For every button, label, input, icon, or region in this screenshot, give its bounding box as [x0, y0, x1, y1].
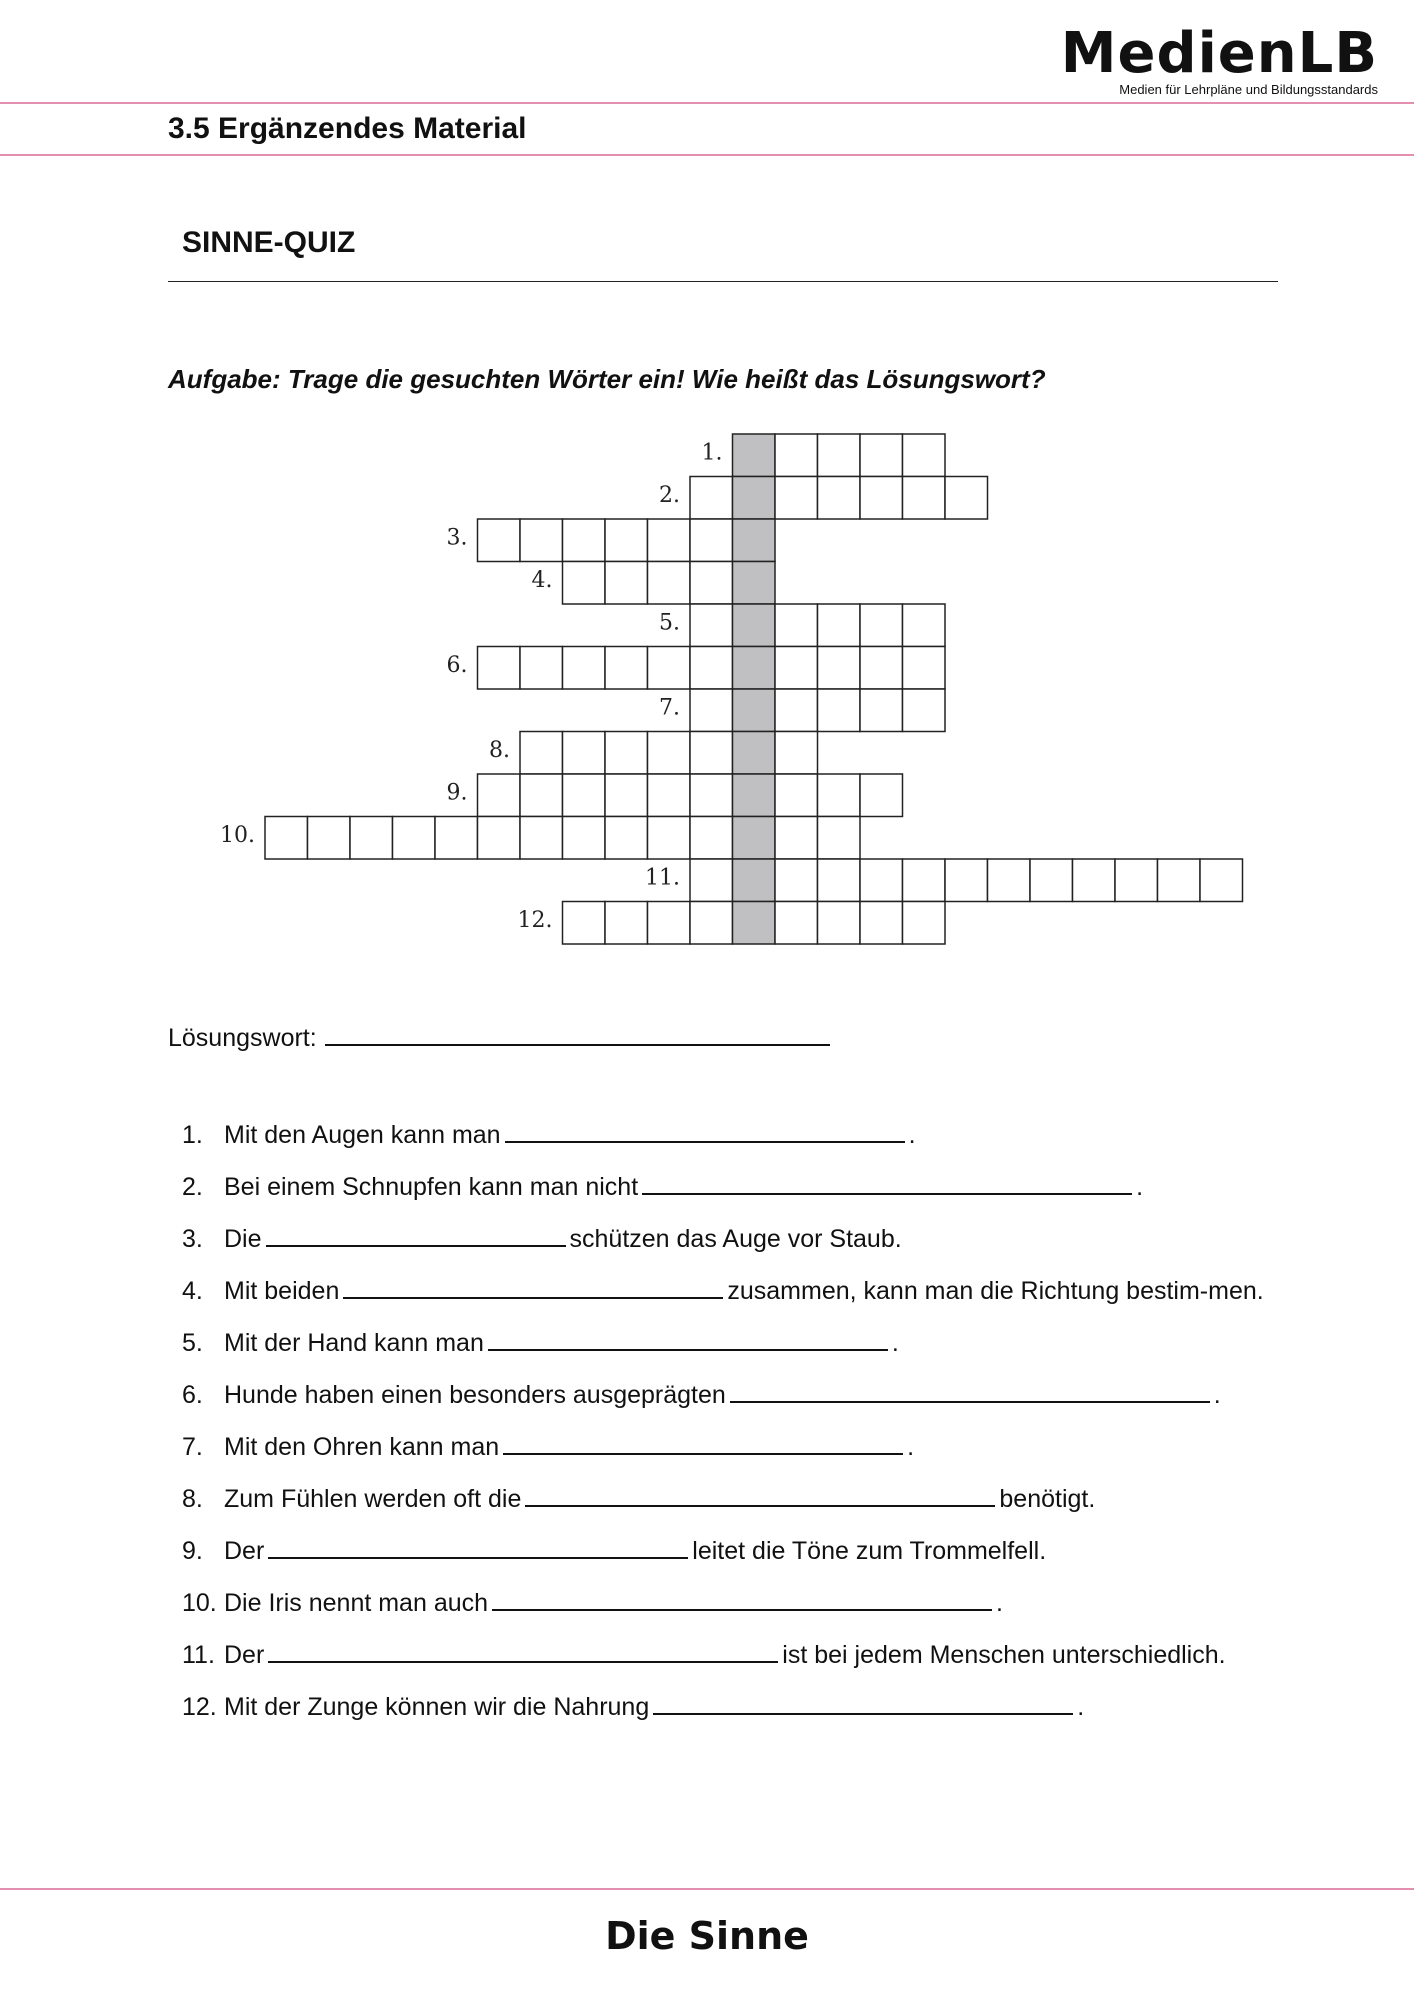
crossword-cell[interactable]: [903, 689, 946, 732]
brand-name: MedienLB: [1060, 21, 1378, 86]
clue-number: 8.: [182, 1485, 203, 1513]
crossword-cell[interactable]: [860, 774, 903, 817]
crossword-cell[interactable]: [1030, 859, 1073, 902]
crossword-cell[interactable]: [520, 732, 563, 775]
crossword-cell[interactable]: [775, 604, 818, 647]
header-rule-top: [0, 102, 1414, 104]
crossword-cell[interactable]: [393, 817, 436, 860]
crossword-cell[interactable]: [478, 647, 521, 690]
crossword-cell[interactable]: [478, 774, 521, 817]
clue-text: [224, 1168, 1272, 1206]
crossword-cell[interactable]: [1158, 859, 1201, 902]
clue-number: 5.: [182, 1329, 203, 1357]
brand-tagline: Medien für Lehrpläne und Bildungsstandards: [1119, 82, 1378, 97]
crossword-cell[interactable]: [775, 774, 818, 817]
crossword-cell[interactable]: [648, 562, 691, 605]
footer-title: Die Sinne: [605, 1914, 809, 1958]
crossword-cell[interactable]: [520, 817, 563, 860]
crossword-cell[interactable]: [605, 902, 648, 945]
crossword-cell[interactable]: [690, 817, 733, 860]
crossword-cell[interactable]: [1200, 859, 1243, 902]
crossword-row-number: 8.: [489, 738, 510, 763]
clue-text-after: ist bei jedem Menschen unterschiedlich.: [782, 1641, 1226, 1669]
crossword-solution-cell[interactable]: [733, 562, 776, 605]
clue-item: [182, 1428, 1272, 1466]
footer-rule: [0, 1888, 1414, 1890]
crossword-cell[interactable]: [605, 817, 648, 860]
crossword-cell[interactable]: [818, 902, 861, 945]
crossword-cell[interactable]: [690, 519, 733, 562]
crossword-cell[interactable]: [860, 859, 903, 902]
crossword-cell[interactable]: [818, 774, 861, 817]
crossword-cell[interactable]: [988, 859, 1031, 902]
clue-text: [224, 1116, 1272, 1154]
crossword-cell[interactable]: [563, 562, 606, 605]
clue-text: [224, 1636, 1272, 1674]
clue-text-before: Mit der Zunge können wir die Nahrung: [224, 1693, 650, 1721]
crossword-cell[interactable]: [818, 477, 861, 520]
crossword-cell[interactable]: [648, 774, 691, 817]
crossword-cell[interactable]: [520, 774, 563, 817]
clue-item: [182, 1116, 1272, 1154]
crossword-solution-cell[interactable]: [733, 689, 776, 732]
clue-text: [224, 1376, 1272, 1414]
crossword-cell[interactable]: [860, 434, 903, 477]
crossword-cell[interactable]: [903, 859, 946, 902]
clue-text-after: schützen das Auge vor Staub.: [569, 1225, 902, 1253]
crossword-solution-cell[interactable]: [733, 902, 776, 945]
crossword-cell[interactable]: [775, 689, 818, 732]
clue-item: [182, 1584, 1272, 1622]
clue-text-before: Der: [224, 1537, 265, 1565]
crossword-row-number: 2.: [659, 483, 680, 508]
crossword-row-number: 12.: [517, 908, 553, 933]
crossword-cell[interactable]: [775, 902, 818, 945]
crossword-cell[interactable]: [605, 562, 648, 605]
crossword-cell[interactable]: [690, 732, 733, 775]
crossword-cell[interactable]: [860, 689, 903, 732]
crossword-row-number: 9.: [446, 780, 468, 806]
clue-number: 11.: [182, 1641, 215, 1669]
clue-text: [224, 1428, 1272, 1466]
crossword-cell[interactable]: [563, 519, 606, 562]
clue-text-before: Der: [224, 1641, 265, 1669]
clue-text-before: Mit den Augen kann man: [224, 1121, 501, 1149]
crossword-solution-cell[interactable]: [733, 647, 776, 690]
crossword-cell[interactable]: [605, 732, 648, 775]
crossword-cell[interactable]: [775, 817, 818, 860]
crossword-cell[interactable]: [563, 732, 606, 775]
answer-blank[interactable]: [503, 1435, 903, 1455]
header-rule-bottom: [0, 154, 1414, 156]
solution-blank[interactable]: [325, 1024, 830, 1046]
crossword-cell[interactable]: [520, 519, 563, 562]
clue-item: [182, 1376, 1272, 1414]
clue-text-before: Hunde haben einen besonders ausgeprägten: [224, 1381, 726, 1409]
clue-item: [182, 1272, 1272, 1310]
clue-number: 10.: [182, 1589, 217, 1617]
crossword-cell[interactable]: [648, 732, 691, 775]
clue-text-before: Zum Fühlen werden oft die: [224, 1485, 522, 1513]
crossword-cell[interactable]: [903, 434, 946, 477]
crossword-cell[interactable]: [563, 817, 606, 860]
crossword-cell[interactable]: [690, 562, 733, 605]
crossword-solution-cell[interactable]: [733, 604, 776, 647]
crossword-solution-cell[interactable]: [733, 519, 776, 562]
answer-blank[interactable]: [730, 1383, 1210, 1403]
clue-item: [182, 1220, 1272, 1258]
crossword-cell[interactable]: [818, 817, 861, 860]
clue-text: [224, 1324, 1272, 1362]
clue-item: [182, 1324, 1272, 1362]
clue-item: [182, 1532, 1272, 1570]
clue-item: [182, 1688, 1272, 1726]
clue-text: [224, 1480, 1272, 1518]
crossword-cell[interactable]: [520, 647, 563, 690]
crossword-cell[interactable]: [860, 477, 903, 520]
answer-blank[interactable]: [268, 1643, 778, 1663]
clue-text: [224, 1220, 1272, 1258]
clue-text: [224, 1584, 1272, 1622]
crossword-cell[interactable]: [308, 817, 351, 860]
crossword-cell[interactable]: [690, 902, 733, 945]
crossword-solution-cell[interactable]: [733, 434, 776, 477]
crossword-cell[interactable]: [860, 647, 903, 690]
clue-text-before: Mit der Hand kann man: [224, 1329, 484, 1357]
clue-text-after: leitet die Töne zum Trommelfell.: [692, 1537, 1047, 1565]
clue-number: 12.: [182, 1693, 217, 1721]
crossword-cell[interactable]: [605, 519, 648, 562]
clue-text-after: .: [996, 1589, 1003, 1617]
clue-item: [182, 1636, 1272, 1674]
crossword-cell[interactable]: [605, 774, 648, 817]
clue-number: 9.: [182, 1537, 203, 1565]
crossword-row-number: 11.: [645, 865, 680, 891]
crossword-cell[interactable]: [775, 732, 818, 775]
crossword-cell[interactable]: [478, 519, 521, 562]
crossword-cell[interactable]: [775, 859, 818, 902]
crossword-cell[interactable]: [903, 902, 946, 945]
crossword-cell[interactable]: [690, 689, 733, 732]
crossword-cell[interactable]: [903, 604, 946, 647]
crossword-cell[interactable]: [860, 902, 903, 945]
crossword-cell[interactable]: [648, 902, 691, 945]
crossword-row-number: 4.: [531, 568, 553, 593]
crossword-cell[interactable]: [775, 477, 818, 520]
answer-blank[interactable]: [642, 1175, 1132, 1195]
clue-number: 1.: [182, 1121, 203, 1149]
clue-number: 3.: [182, 1225, 203, 1253]
clue-number: 2.: [182, 1173, 203, 1201]
crossword-solution-cell[interactable]: [733, 774, 776, 817]
quiz-title-rule: [168, 281, 1278, 282]
crossword-cell[interactable]: [903, 477, 946, 520]
clue-text-after: .: [1077, 1693, 1085, 1721]
crossword-cell[interactable]: [903, 647, 946, 690]
crossword-row-number: 5.: [659, 610, 680, 636]
clue-text-before: Bei einem Schnupfen kann man nicht: [224, 1173, 639, 1201]
answer-blank[interactable]: [488, 1331, 888, 1351]
clue-number: 7.: [182, 1433, 203, 1461]
clue-number: 6.: [182, 1381, 203, 1409]
clue-text-after: .: [908, 1121, 916, 1149]
clue-text: [224, 1272, 1272, 1310]
crossword-cell[interactable]: [775, 434, 818, 477]
clue-number: 4.: [182, 1277, 203, 1305]
crossword-cell[interactable]: [265, 817, 308, 860]
crossword-row-number: 1.: [701, 440, 723, 466]
answer-blank[interactable]: [343, 1279, 723, 1299]
crossword-cell[interactable]: [775, 647, 818, 690]
answer-blank[interactable]: [525, 1487, 995, 1507]
clue-text: [224, 1688, 1272, 1726]
brand-logo: [1060, 21, 1378, 97]
crossword-solution-cell[interactable]: [733, 817, 776, 860]
clue-text-before: Die: [224, 1225, 262, 1253]
crossword-cell[interactable]: [605, 647, 648, 690]
clue-text-after: benötigt.: [999, 1485, 1096, 1513]
crossword-cell[interactable]: [818, 689, 861, 732]
clue-text-after: zusammen, kann man die Richtung bestim-men.: [727, 1277, 1264, 1305]
crossword-cell[interactable]: [648, 817, 691, 860]
answer-blank[interactable]: [653, 1695, 1073, 1715]
clue-item: [182, 1480, 1272, 1518]
crossword-cell[interactable]: [1115, 859, 1158, 902]
clue-text-before: Mit den Ohren kann man: [224, 1433, 500, 1461]
section-heading: 3.5 Ergänzendes Material: [168, 112, 527, 145]
task-instruction: Aufgabe: Trage die gesuchten Wörter ein! Wie heißt das Lösungswort?: [168, 364, 1046, 394]
crossword-cell[interactable]: [648, 647, 691, 690]
crossword-cell[interactable]: [563, 647, 606, 690]
crossword-cell[interactable]: [690, 477, 733, 520]
clue-item: [182, 1168, 1272, 1206]
crossword-cell[interactable]: [350, 817, 393, 860]
clue-text-after: .: [891, 1329, 899, 1357]
answer-blank[interactable]: [492, 1591, 992, 1611]
crossword-solution-cell[interactable]: [733, 477, 776, 520]
crossword-row-number: 10.: [220, 823, 255, 848]
crossword-cell[interactable]: [1073, 859, 1116, 902]
solution-word: [168, 1024, 830, 1053]
crossword-cell[interactable]: [945, 859, 988, 902]
crossword-cell[interactable]: [690, 859, 733, 902]
crossword-cell[interactable]: [435, 817, 478, 860]
clue-text: [224, 1532, 1272, 1570]
clue-text-before: Die Iris nennt man auch: [224, 1589, 489, 1617]
crossword-cell[interactable]: [818, 434, 861, 477]
crossword-solution-cell[interactable]: [733, 859, 776, 902]
answer-blank[interactable]: [268, 1539, 688, 1559]
crossword-cell[interactable]: [648, 519, 691, 562]
clue-text-before: Mit beiden: [224, 1277, 340, 1305]
crossword-cell[interactable]: [690, 604, 733, 647]
crossword-cell[interactable]: [818, 859, 861, 902]
answer-blank[interactable]: [505, 1123, 905, 1143]
crossword-cell[interactable]: [563, 902, 606, 945]
crossword-cell[interactable]: [478, 817, 521, 860]
crossword-cell[interactable]: [945, 477, 988, 520]
solution-label: Lösungswort:: [168, 1024, 317, 1052]
clue-text-after: .: [1136, 1173, 1144, 1201]
clue-text-after: .: [907, 1433, 915, 1461]
crossword-cell[interactable]: [690, 647, 733, 690]
crossword-cell[interactable]: [563, 774, 606, 817]
crossword-solution-cell[interactable]: [733, 732, 776, 775]
crossword-cell[interactable]: [818, 647, 861, 690]
crossword-row-number: 3.: [446, 525, 468, 551]
crossword-row-number: 6.: [446, 653, 468, 678]
crossword-cell[interactable]: [690, 774, 733, 817]
clue-text-after: .: [1213, 1381, 1221, 1409]
crossword-cell[interactable]: [818, 604, 861, 647]
answer-blank[interactable]: [266, 1227, 566, 1247]
quiz-title: SINNE-QUIZ: [182, 226, 356, 259]
crossword-row-number: 7.: [659, 695, 680, 721]
crossword-cell[interactable]: [860, 604, 903, 647]
clue-list: [182, 1116, 1272, 1740]
